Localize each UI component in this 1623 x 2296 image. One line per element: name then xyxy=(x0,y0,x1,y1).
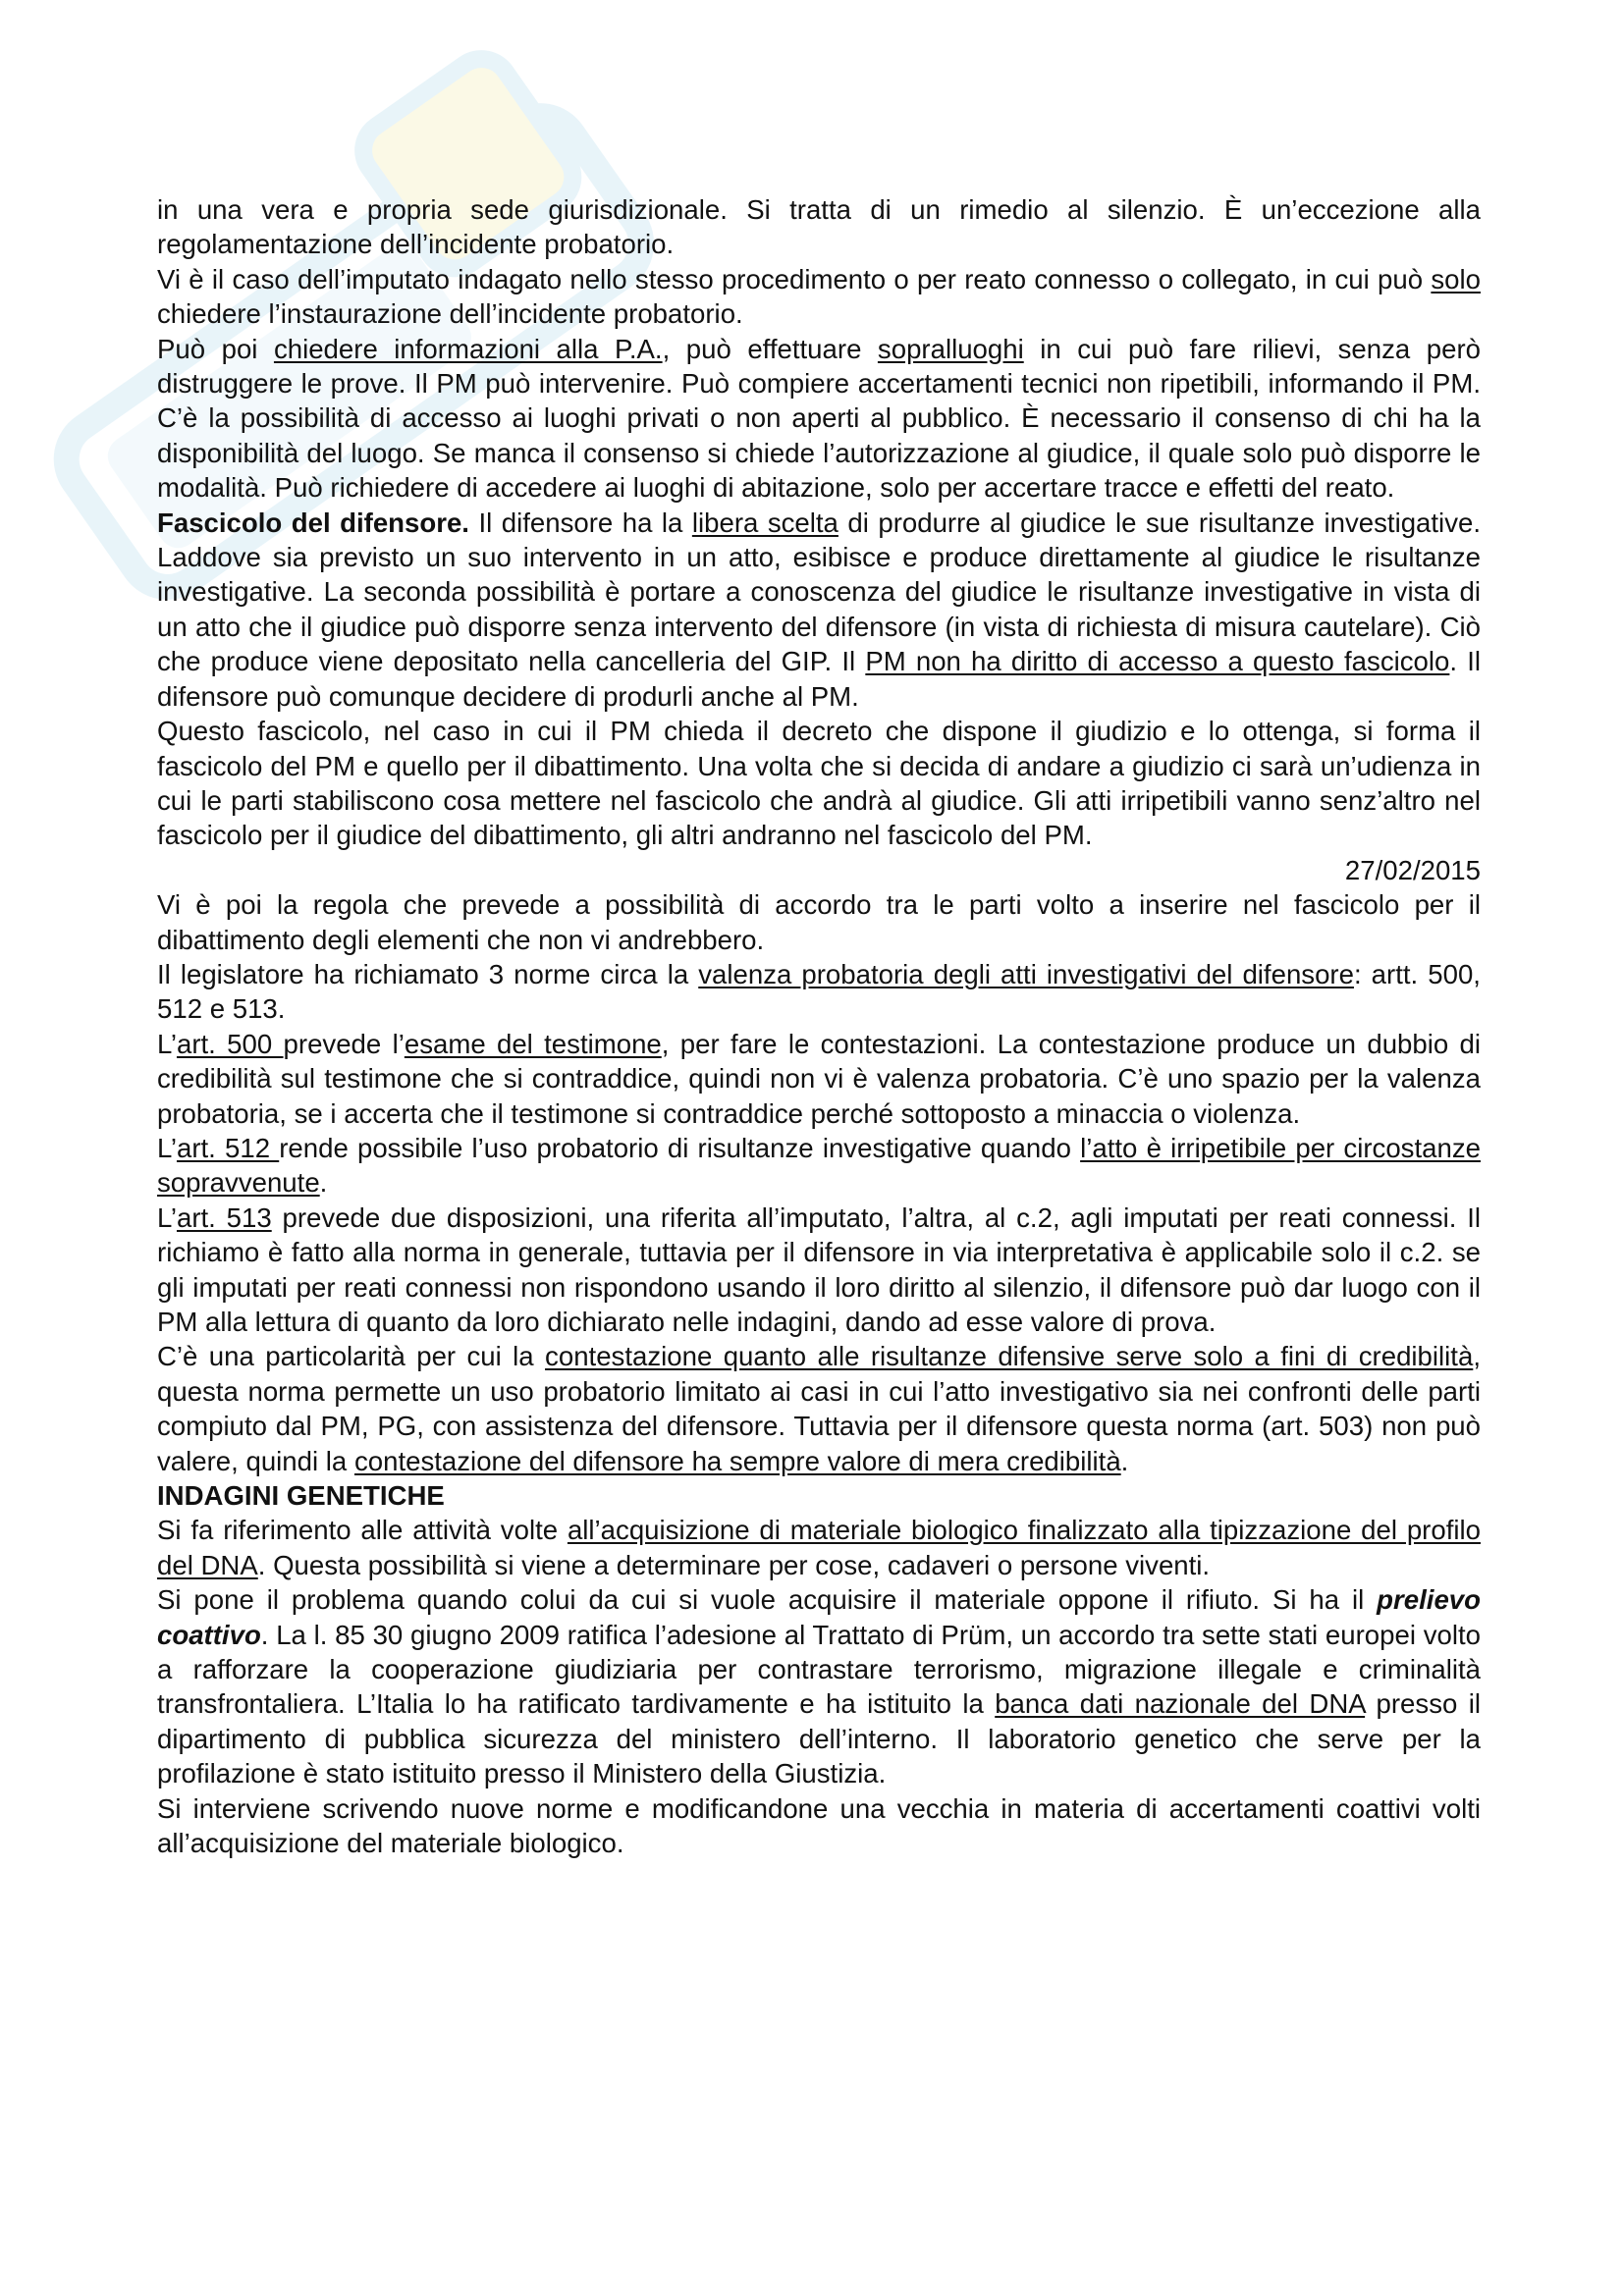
section-heading: INDAGINI GENETICHE xyxy=(157,1480,445,1512)
paragraph: in una vera e propria sede giurisdizionale. Si tratta di un rimedio al silenzio. È un’eccezione alla regolamentazione dell’incidente probatorio. xyxy=(157,194,1481,260)
paragraph: Può poi chiedere informazioni alla P.A., può effettuare sopralluoghi in cui può fare rilievi, senza però distruggere le prove. Il PM può intervenire. Può compiere accertamenti tecnici non ripetibili, informando il PM. C’è la possibilità di accesso ai luoghi privati o non aperti al pubblico. È necessario il consenso di chi ha la disponibilità del luogo. Se manca il consenso si chiede l’autorizzazione al giudice, il quale solo può disporre le modalità. Può richiedere di accedere ai luoghi di abitazione, solo per accertare tracce e effetti del reato. xyxy=(157,333,1481,504)
document-body xyxy=(157,192,1481,1861)
paragraph: Vi è il caso dell’imputato indagato nello stesso procedimento o per reato connesso o collegato, in cui può solo chiedere l’instaurazione dell’incidente probatorio. xyxy=(157,263,1481,330)
paragraph: Si fa riferimento alle attività volte all’acquisizione di materiale biologico finalizzato alla tipizzazione del profilo del DNA. Questa possibilità si viene a determinare per cose, cadaveri o persone viventi. xyxy=(157,1515,1481,1580)
paragraph: L’art. 512 rende possibile l’uso probatorio di risultanze investigative quando l’atto è irripetibile per circostanze sopravvenute. xyxy=(157,1132,1481,1199)
paragraph: C’è una particolarità per cui la contestazione quanto alle risultanze difensive serve solo a fini di credibilità, questa norma permette un uso probatorio limitato ai casi in cui l’atto investigativo sia nei confronti delle parti compiuto dal PM, PG, con assistenza del difensore. Tuttavia per il difensore questa norma (art. 503) non può valere, quindi la contestazione del difensore ha sempre valore di mera credibilità. xyxy=(157,1341,1481,1476)
lecture-date: 27/02/2015 xyxy=(1344,854,1481,885)
paragraph: Fascicolo del difensore. Il difensore ha la libera scelta di produrre al giudice le sue risultanze investigative. Laddove sia previsto un suo intervento in un atto, esibisce e produce direttamente al giudice le risultanze investigative. La seconda possibilità è portare a conoscenza del giudice le risultanze investigative in vista di un atto che il giudice può disporre senza intervento del difensore (in vista di richiesta di misura cautelare). Ciò che produce viene depositato nella cancelleria del GIP. Il PM non ha diritto di accesso a questo fascicolo. Il difensore può comunque decidere di produrli anche al PM. xyxy=(157,507,1481,712)
paragraph: L’art. 513 prevede due disposizioni, una riferita all’imputato, l’altra, al c.2, agli imputati per reati connessi. Il richiamo è fatto alla norma in generale, tuttavia per il difensore in via interpretativa è applicabile solo il c.2. se gli imputati per reati connessi non rispondono usando il loro diritto al silenzio, il difensore può dar luogo con il PM alla lettura di quanto da loro dichiarato nelle indagini, dando ad esse valore di prova. xyxy=(157,1201,1481,1337)
paragraph: Questo fascicolo, nel caso in cui il PM chieda il decreto che dispone il giudizio e lo ottenga, si forma il fascicolo del PM e quello per il dibattimento. Una volta che si decida di andare a giudizio ci sarà un’udienza in cui le parti stabiliscono cosa mettere nel fascicolo che andrà al giudice. Gli atti irripetibili vanno senz’altro nel fascicolo per il giudice del dibattimento, gli altri andranno nel fascicolo del PM. xyxy=(157,716,1481,851)
paragraph: Si interviene scrivendo nuove norme e modificandone una vecchia in materia di accertamenti coattivi volti all’acquisizione del materiale biologico. xyxy=(157,1792,1481,1859)
paragraph: L’art. 500 prevede l’esame del testimone, per fare le contestazioni. La contestazione produce un dubbio di credibilità sul testimone che si contraddice, quindi non vi è valenza probatoria. C’è uno spazio per la valenza probatoria, se i accerta che il testimone si contraddice perché sottoposto a minaccia o violenza. xyxy=(157,1028,1482,1129)
paragraph: Il legislatore ha richiamato 3 norme circa la valenza probatoria degli atti investigativi del difensore: artt. 500, 512 e 513. xyxy=(157,958,1481,1025)
paragraph: Vi è poi la regola che prevede a possibilità di accordo tra le parti volto a inserire nel fascicolo per il dibattimento degli elementi che non vi andrebbero. xyxy=(157,889,1481,955)
section-title: Fascicolo del difensore. xyxy=(157,507,469,538)
paragraph: Si pone il problema quando colui da cui si vuole acquisire il materiale oppone il rifiuto. Si ha il prelievo coattivo. La l. 85 30 giugno 2009 ratifica l’adesione al Trattato di Prüm, un accordo tra sette stati europei volto a rafforzare la cooperazione giudiziaria per contrastare terrorismo, migrazione illegale e criminalità transfrontaliera. L’Italia lo ha ratificato tardivamente e ha istituito la banca dati nazionale del DNA presso il dipartimento di pubblica sicurezza del ministero dell’interno. Il laboratorio genetico che serve per la profilazione è stato istituito presso il Ministero della Giustizia. xyxy=(157,1584,1481,1789)
